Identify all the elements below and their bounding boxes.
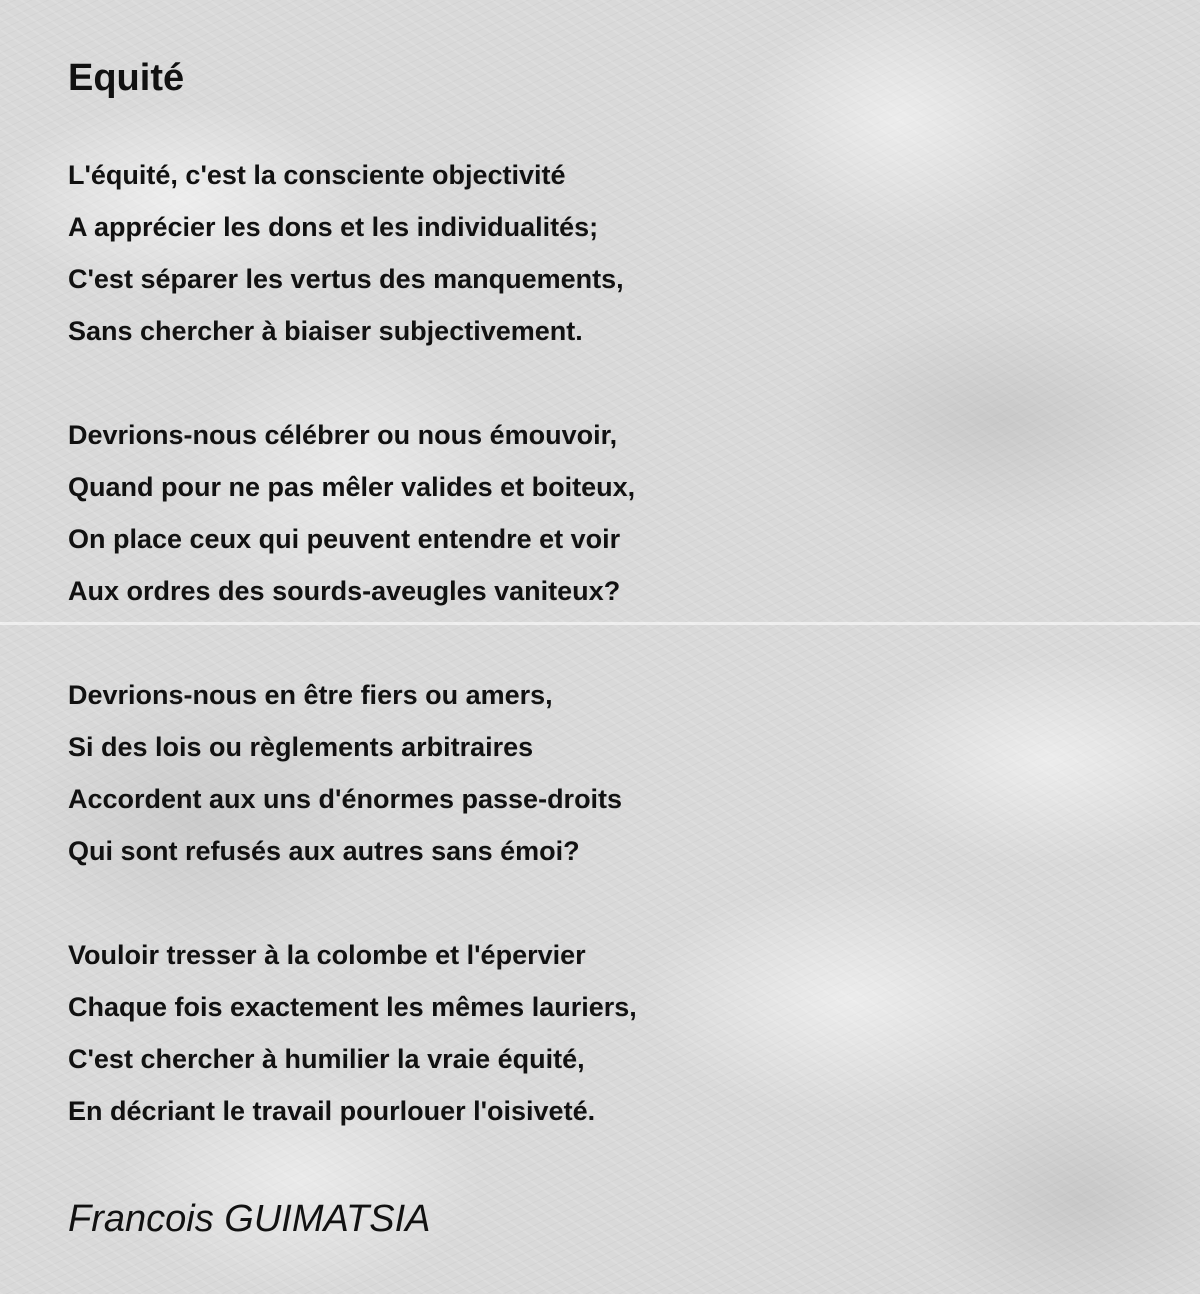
poem-line: A apprécier les dons et les individualités;	[68, 212, 599, 242]
poem-line: Chaque fois exactement les mêmes lauriers,	[68, 992, 637, 1022]
poem-author: Francois GUIMATSIA	[68, 1198, 431, 1240]
poem-line: C'est séparer les vertus des manquements,	[68, 264, 624, 294]
poem-line: Sans chercher à biaiser subjectivement.	[68, 316, 583, 346]
poem-line: Devrions-nous célébrer ou nous émouvoir,	[68, 420, 618, 450]
stanza-3	[68, 669, 1168, 877]
poem-line: C'est chercher à humilier la vraie équité,	[68, 1044, 585, 1074]
poem-line: Si des lois ou règlements arbitraires	[68, 732, 534, 762]
stanza-1	[68, 149, 1168, 357]
poem-line: Accordent aux uns d'énormes passe-droits	[68, 784, 623, 814]
stanza-2	[68, 409, 1168, 617]
poem-line: L'équité, c'est la consciente objectivité	[68, 160, 566, 190]
poem-line: Quand pour ne pas mêler valides et boiteux,	[68, 472, 636, 502]
poem-title: Equité	[68, 57, 185, 99]
poem-line: Qui sont refusés aux autres sans émoi?	[68, 836, 580, 866]
stanza-4	[68, 929, 1168, 1137]
poem-line: Aux ordres des sourds-aveugles vaniteux?	[68, 576, 621, 606]
poem-line: En décriant le travail pourlouer l'oisiveté.	[68, 1096, 596, 1126]
poem-line: Vouloir tresser à la colombe et l'épervier	[68, 940, 586, 970]
poem-body	[68, 149, 1168, 1189]
poem-line: On place ceux qui peuvent entendre et voir	[68, 524, 621, 554]
poem-line: Devrions-nous en être fiers ou amers,	[68, 680, 553, 710]
